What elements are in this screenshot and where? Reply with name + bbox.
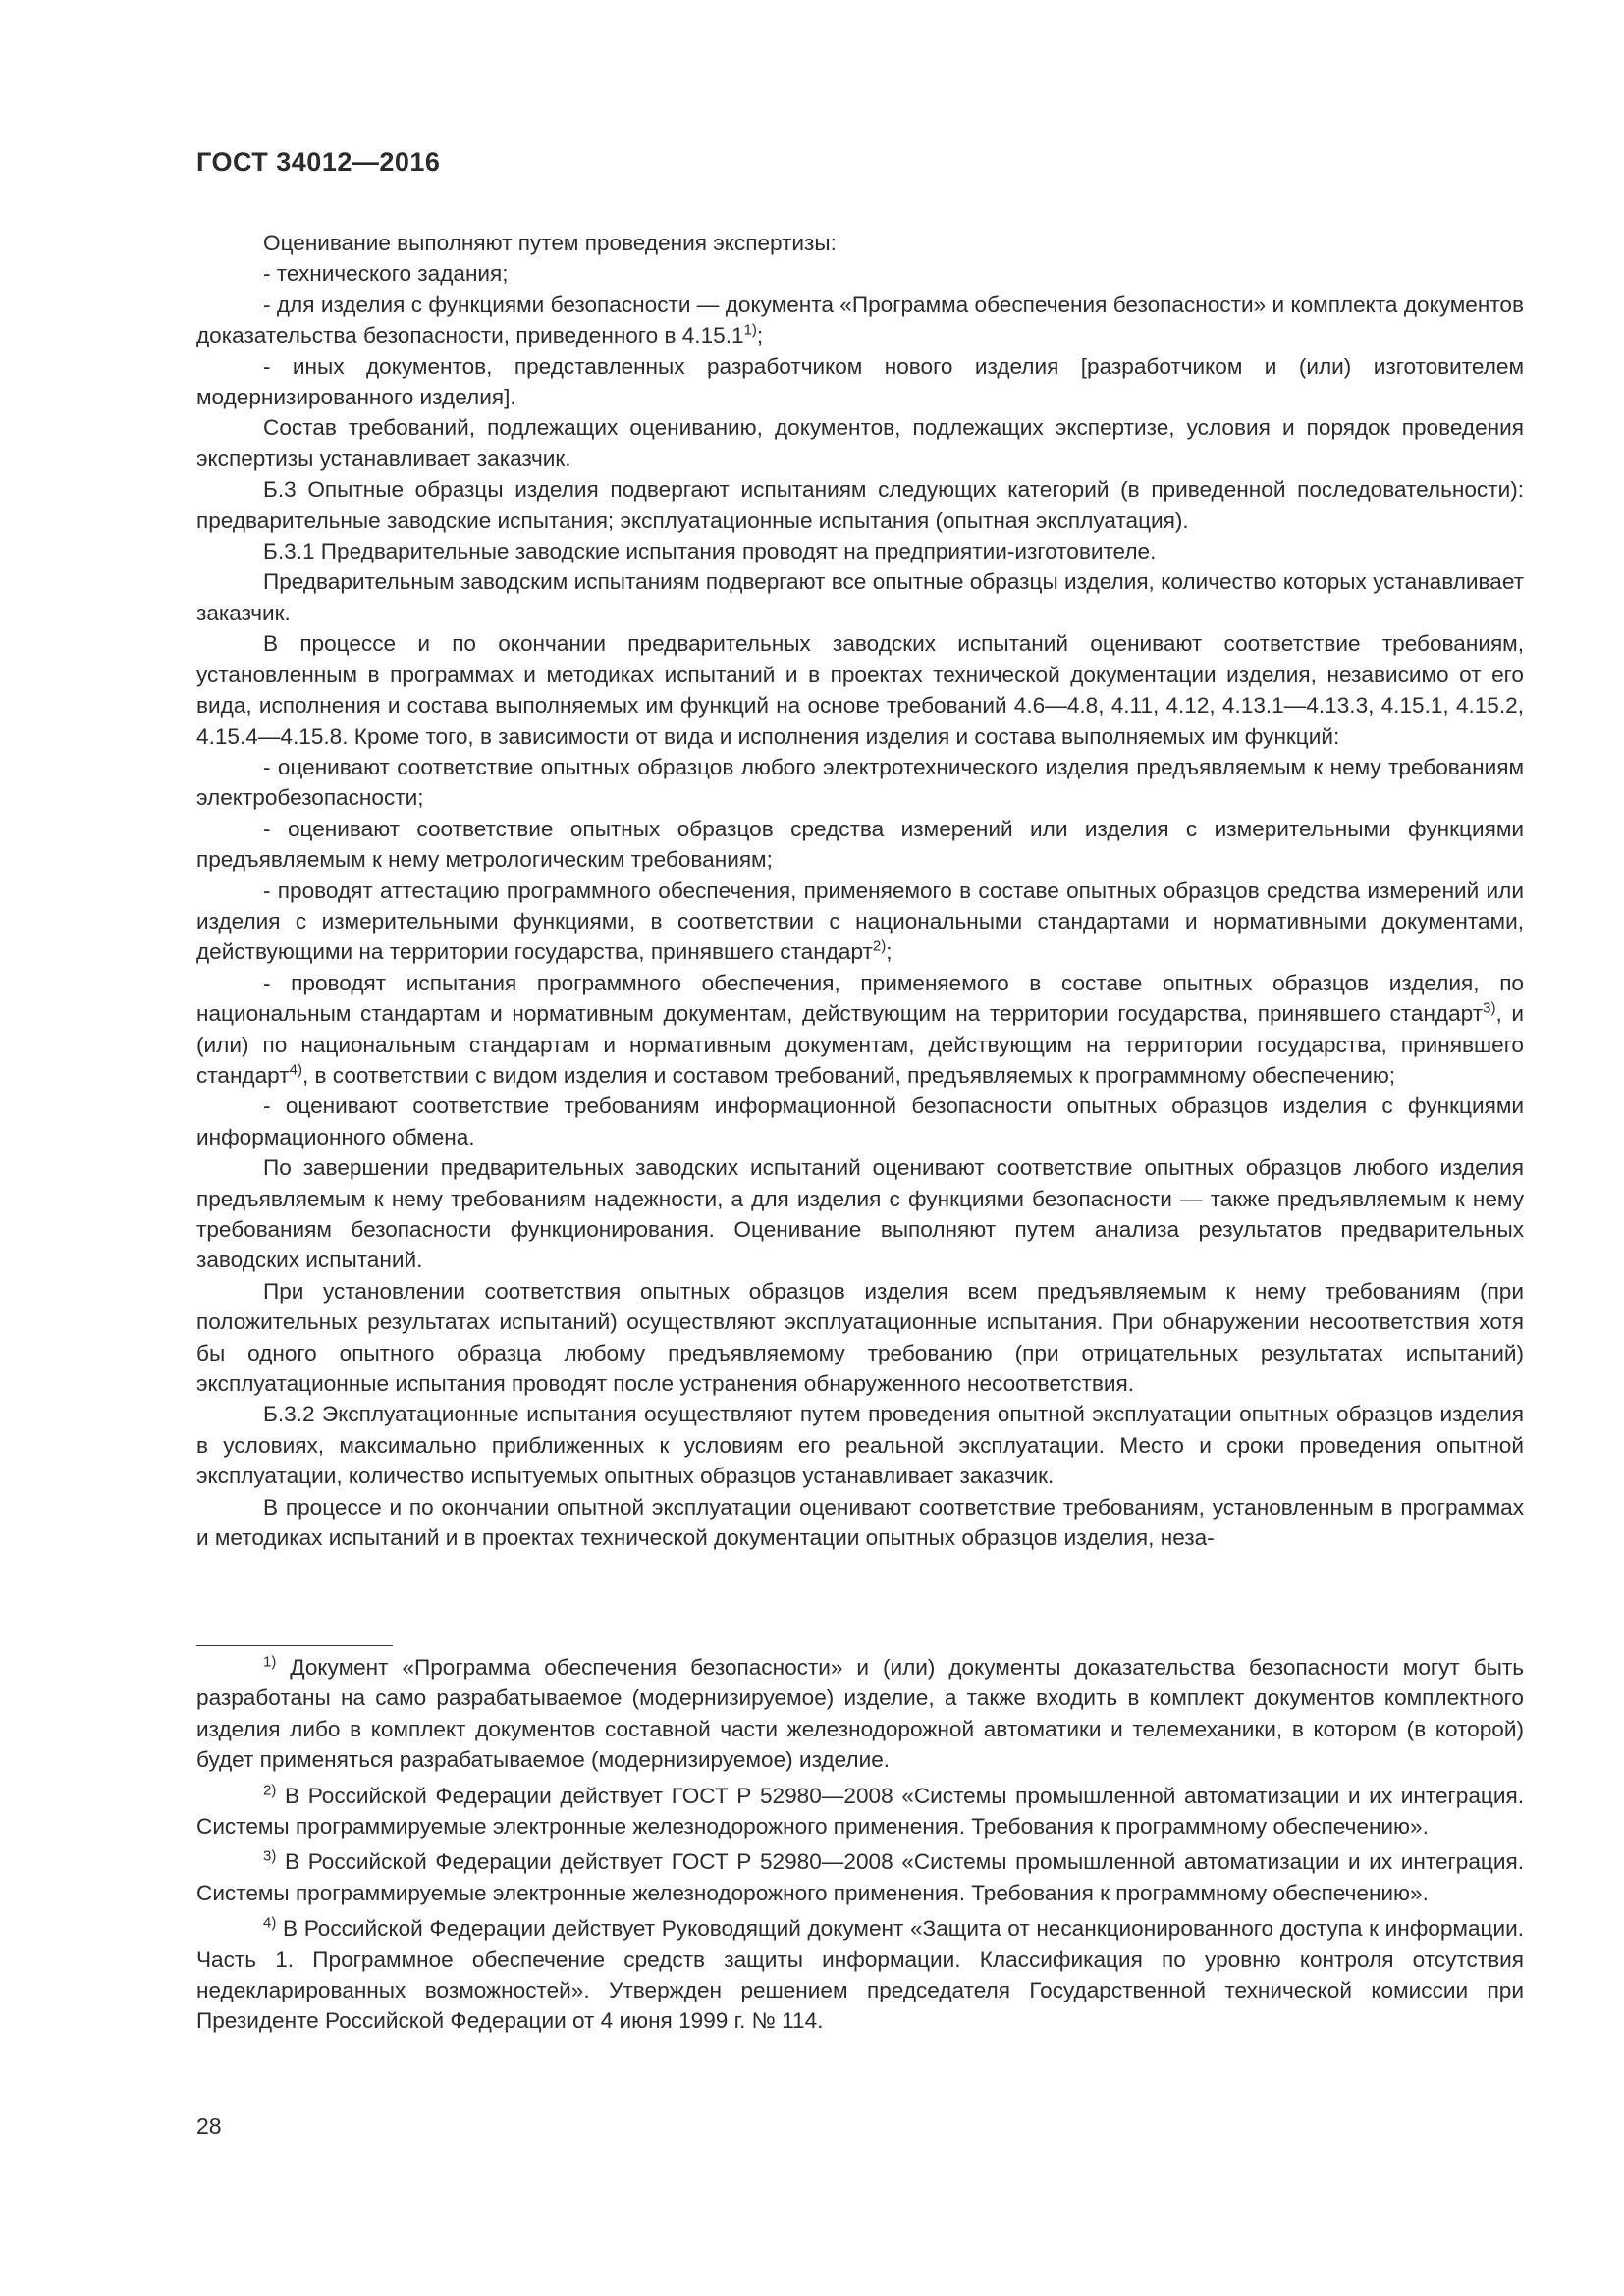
- page-number: 28: [196, 2113, 222, 2139]
- paragraph: Оценивание выполняют путем проведения экспертизы:: [263, 231, 837, 255]
- main-text: [196, 228, 1524, 1553]
- footnote-ref: 2): [872, 937, 887, 955]
- paragraph: В процессе и по окончании опытной эксплуатации оценивают соответствие требованиям, установленным в программах и методиках испытаний и в проектах технической документации опытных образцов изделия, неза-: [196, 1494, 1524, 1551]
- footnote: $^{4)}$ В Российской Федерации действует Руководящий документ «Защита от несанкционированного доступа к информации. Часть 1. Программное обеспечение средств защиты информации. Классификация по уровню контроля отсутствия недекларированных возможностей». Утвержден решением председателя Государственной технической комиссии при Президенте Российской Федерации от 4 июня 1999 г. № 114.: [196, 1914, 1524, 2034]
- footnotes: [196, 1652, 1524, 2042]
- paragraph: По завершении предварительных заводских испытаний оценивают соответствие опытных образцов любого изделия предъявляемым к нему требованиям надежности, а для изделия с функциями безопасности — также предъявляемым к нему требованиям безопасности функционирования. Оценивание выполняют путем анализа результатов предварительных заводских испытаний.: [196, 1155, 1524, 1273]
- footnote-divider: [196, 1645, 393, 1646]
- document-header: ГОСТ 34012—2016: [196, 147, 441, 177]
- paragraph: - иных документов, представленных разработчиком нового изделия [разработчиком и (или) изготовителем модернизированного изделия].: [196, 353, 1524, 410]
- footnote: $^{1)}$ Документ «Программа обеспечения безопасности» и (или) документы доказательства безопасности могут быть разработаны на само разрабатываемое (модернизируемое) изделие, а также входить в комплект документов комплектного изделия либо в комплект документов составной части железнодорожной автоматики и телемеханики, в котором (в которой) будет применяться разрабатываемое (модернизируемое) изделие.: [196, 1653, 1524, 1773]
- footnote-ref: 1): [743, 321, 757, 339]
- footnote-ref: 3): [1483, 999, 1496, 1017]
- paragraph: Состав требований, подлежащих оцениванию, документов, подлежащих экспертизе, условия и порядок проведения экспертизы устанавливает заказчик.: [196, 415, 1524, 471]
- footnote-mark: 3): [263, 1847, 277, 1865]
- paragraph: - для изделия с функциями безопасности — документа «Программа обеспечения безопасности» и комплекта документов доказательства безопасности, приведенного в 4.15.1$^{1)}$;: [196, 292, 1524, 348]
- footnote: $^{2)}$ В Российской Федерации действует ГОСТ Р 52980—2008 «Системы промышленной автоматизации и их интеграция. Системы программируемые электронные железнодорожного применения. Требования к программному обеспечению».: [196, 1782, 1524, 1840]
- footnote-mark: 4): [263, 1914, 277, 1932]
- paragraph: В процессе и по окончании предварительных заводских испытаний оценивают соответствие требованиям, установленным в программах и методиках испытаний и в проектах технической документации изделия, независимо от его вида, исполнения и состава выполняемых им функций на основе требований 4.6—4.8, 4.11, 4.12, 4.13.1—4.13.3, 4.15.1, 4.15.2, 4.15.4—4.15.8. Кроме того, в зависимости от вида и исполнения изделия и состава выполняемых им функций:: [196, 631, 1524, 749]
- paragraph: При установлении соответствия опытных образцов изделия всем предъявляемым к нему требованиям (при положительных результатах испытаний) осуществляют эксплуатационные испытания. При обнаружении несоответствия хотя бы одного опытного образца любому предъявляемому требованию (при отрицательных результатах испытаний) эксплуатационные испытания проводят после устранения обнаруженного несоответствия.: [196, 1278, 1524, 1397]
- footnote-ref: 4): [289, 1061, 302, 1079]
- paragraph: - проводят испытания программного обеспечения, применяемого в составе опытных образцов изделия, по национальным стандартам и нормативным документам, действующим на территории государства, принявшего стандарт$^{3)}$, и (или) по национальным стандартам и нормативным документам, действующим на территории государства, принявшего стандарт$^{4)}$, в соответствии с видом изделия и составом требований, предъявляемых к программному обеспечению;: [196, 970, 1524, 1088]
- footnote-mark: 1): [263, 1653, 277, 1671]
- paragraph: - оценивают соответствие требованиям информационной безопасности опытных образцов изделия с функциями информационного обмена.: [196, 1094, 1524, 1149]
- paragraph: Б.3.1 Предварительные заводские испытания проводят на предприятии-изготовителе.: [263, 539, 1157, 564]
- paragraph: - проводят аттестацию программного обеспечения, применяемого в составе опытных образцов средства измерений или изделия с измерительными функциями, в соответствии с национальными стандартами и нормативными документами, действующими на территории государства, принявшего стандарт$^{2)}$;: [196, 878, 1524, 965]
- paragraph: Предварительным заводским испытаниям подвергают все опытные образцы изделия, количество которых устанавливает заказчик.: [196, 569, 1524, 625]
- paragraph: - оценивают соответствие опытных образцов любого электротехнического изделия предъявляемым к нему требованиям электробезопасности;: [196, 754, 1524, 811]
- paragraph: - оценивают соответствие опытных образцов средства измерений или изделия с измерительными функциями предъявляемым к нему метрологическим требованиям;: [196, 816, 1524, 873]
- paragraph: Б.3 Опытные образцы изделия подвергают испытаниям следующих категорий (в приведенной последовательности): предварительные заводские испытания; эксплуатационные испытания (опытная эксплуатация).: [196, 477, 1524, 533]
- paragraph: - технического задания;: [263, 261, 509, 287]
- paragraph: Б.3.2 Эксплуатационные испытания осуществляют путем проведения опытной эксплуатации опытных образцов изделия в условиях, максимально приближенных к условиям его реальной эксплуатации. Место и сроки проведения опытной эксплуатации, количество испытуемых опытных образцов устанавливает заказчик.: [196, 1402, 1524, 1489]
- footnote: $^{3)}$ В Российской Федерации действует ГОСТ Р 52980—2008 «Системы промышленной автоматизации и их интеграция. Системы программируемые электронные железнодорожного применения. Требования к программному обеспечению».: [196, 1847, 1524, 1905]
- footnote-mark: 2): [263, 1782, 277, 1799]
